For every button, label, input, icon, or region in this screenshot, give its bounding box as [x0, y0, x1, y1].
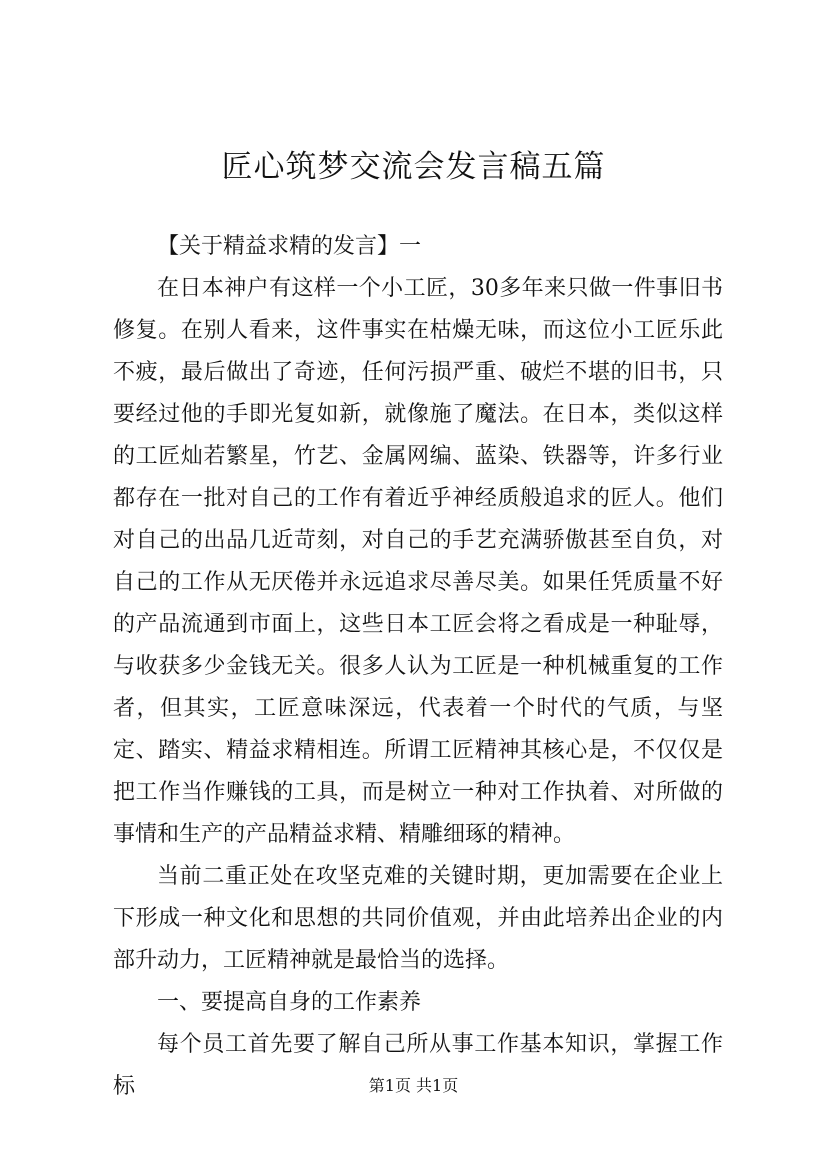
subheading: 一、要提高自身的工作素养 — [157, 990, 422, 1015]
paragraph-1: 在日本神户有这样一个小工匠，30多年来只做一件事旧书修复。在别人看来，这件事实在枯燥无味，而这位小工匠乐此不疲，最后做出了奇迹，任何污损严重、破烂不堪的旧书，只要经过他的手即光复如新，就像施了魔法。在日本，类似这样的工匠灿若繁星，竹艺、金属网编、蓝染、铁器等，许多行业都存在一批对自己的工作有着近乎神经质般追求的匠人。他们对自己的出品几近苛刻，对自己的手艺充满骄傲甚至自负，对自己的工作从无厌倦并永远追求尽善尽美。如果任凭质量不好的产品流通到市面上，这些日本工匠会将之看成是一种耻辱，与收获多少金钱无关。很多人认为工匠是一种机械重复的工作者，但其实，工匠意味深远，代表着一个时代的气质，与坚定、踏实、精益求精相连。所谓工匠精神其核心是，不仅仅是把工作当作赚钱的工具，而是树立一种对工作执着、对所做的事情和生产的产品精益求精、精雕细琢的精神。 — [113, 276, 723, 847]
paragraph-3: 每个员工首先要了解自己所从事工作基本知识，掌握工作标 — [113, 1032, 723, 1099]
paragraph-2: 当前二重正处在攻坚克难的关键时期，更加需要在企业上下形成一种文化和思想的共同价值观，并由此培养出企业的内部升动力，工匠精神就是最恰当的选择。 — [113, 864, 723, 973]
document-title: 匠心筑梦交流会发言稿五篇 — [221, 149, 606, 185]
section-heading: 【关于精益求精的发言】一 — [157, 234, 422, 259]
page-footer: 第1页 共1页 — [368, 1076, 459, 1095]
document-body — [113, 226, 723, 1108]
